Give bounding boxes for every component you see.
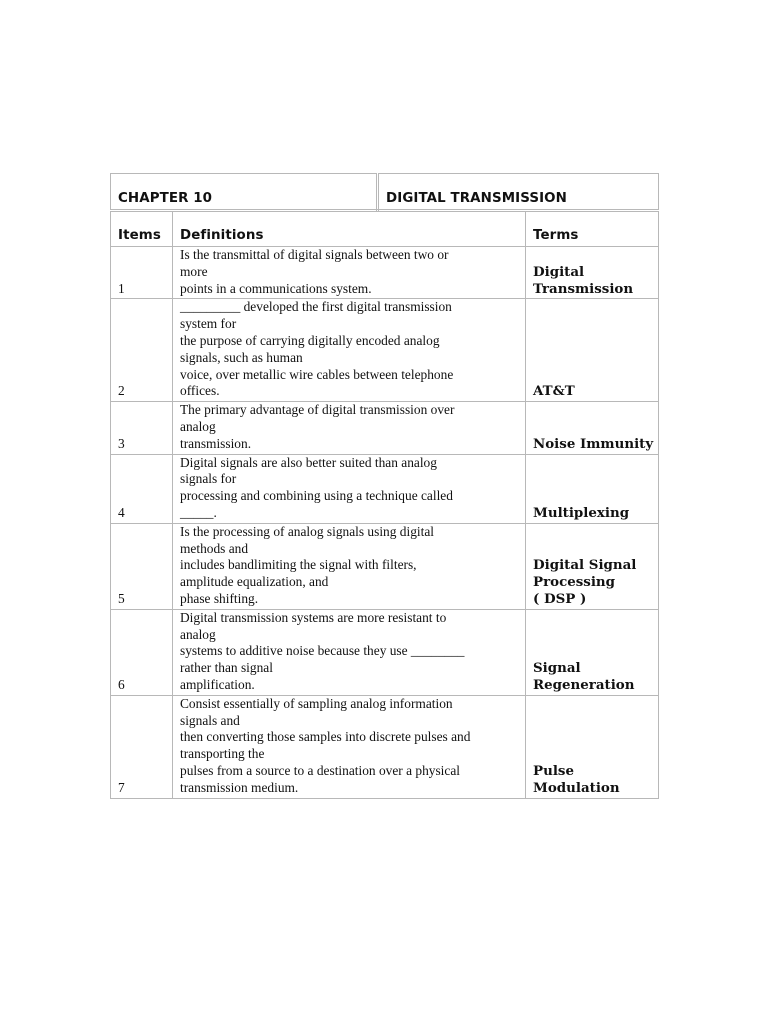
terms-column-header: Terms <box>526 211 659 247</box>
definition-cell <box>173 247 526 299</box>
table-row <box>111 695 659 798</box>
term-line: Digital <box>533 263 585 280</box>
definition-line: processing and combining using a technique called <box>180 488 453 504</box>
definition-line: points in a communications system. <box>180 280 372 296</box>
definition-line: amplification. <box>180 676 255 692</box>
chapter-title: DIGITAL TRANSMISSION <box>378 174 659 211</box>
definition-line: Digital transmission systems are more resistant to <box>180 609 447 625</box>
definition-line: Consist essentially of sampling analog information <box>180 695 453 711</box>
term-cell <box>526 402 659 454</box>
definition-cell <box>173 609 526 695</box>
item-number: 6 <box>111 609 173 695</box>
definition-line: phase shifting. <box>180 590 259 606</box>
term-line: Noise Immunity <box>533 435 654 452</box>
term-line: AT&T <box>533 383 575 400</box>
table-row <box>111 609 659 695</box>
definition-cell <box>173 454 526 523</box>
definition-line: _____. <box>180 504 217 520</box>
definitions-column-header: Definitions <box>173 211 526 247</box>
definition-line: transporting the <box>180 746 265 762</box>
definition-line: Is the transmittal of digital signals between two or <box>180 247 449 262</box>
term-line: Transmission <box>533 280 634 297</box>
table-row <box>111 247 659 299</box>
definition-cell <box>173 299 526 402</box>
definition-line: The primary advantage of digital transmission over <box>180 402 455 418</box>
definition-line: offices. <box>180 383 220 399</box>
definition-line: Is the processing of analog signals using digital <box>180 523 435 539</box>
definition-line: system for <box>180 316 237 332</box>
definition-line: includes bandlimiting the signal with filters, <box>180 557 417 573</box>
definition-line: signals, such as human <box>180 349 303 365</box>
table-row <box>111 402 659 454</box>
glossary-table <box>110 173 659 799</box>
table-row <box>111 454 659 523</box>
term-line: Digital Signal <box>533 557 637 574</box>
chapter-label: CHAPTER 10 <box>111 174 378 211</box>
definition-line: _________ developed the first digital transmission <box>180 299 452 315</box>
definition-line: signals and <box>180 712 240 728</box>
item-number: 5 <box>111 523 173 609</box>
term-line: Signal <box>533 660 581 677</box>
definition-line: then converting those samples into discrete pulses and <box>180 729 471 745</box>
definition-cell <box>173 523 526 609</box>
definition-line: pulses from a source to a destination over a physical <box>180 762 461 778</box>
definition-cell <box>173 695 526 798</box>
term-line: Modulation <box>533 779 620 796</box>
definition-line: transmission medium. <box>180 779 299 795</box>
definition-line: systems to additive noise because they use ________ <box>180 643 465 659</box>
term-cell <box>526 247 659 299</box>
term-cell <box>526 454 659 523</box>
term-line: Multiplexing <box>533 504 630 521</box>
definition-cell <box>173 402 526 454</box>
term-line: ( DSP ) <box>533 590 587 607</box>
term-line: Processing <box>533 574 616 591</box>
items-column-header: Items <box>111 211 173 247</box>
definition-line: rather than signal <box>180 660 273 676</box>
item-number: 2 <box>111 299 173 402</box>
term-line: Pulse <box>533 762 574 779</box>
definition-line: signals for <box>180 471 237 487</box>
definition-line: transmission. <box>180 435 252 451</box>
item-number: 1 <box>111 247 173 299</box>
definition-line: methods and <box>180 540 249 556</box>
glossary-rows <box>111 247 659 799</box>
item-number: 3 <box>111 402 173 454</box>
definition-line: analog <box>180 418 216 434</box>
term-cell <box>526 695 659 798</box>
term-cell <box>526 523 659 609</box>
definition-line: voice, over metallic wire cables between telephone <box>180 366 454 382</box>
item-number: 7 <box>111 695 173 798</box>
column-header-row <box>111 211 659 247</box>
definition-line: more <box>180 263 208 279</box>
definition-line: amplitude equalization, and <box>180 574 329 590</box>
item-number: 4 <box>111 454 173 523</box>
term-line: Regeneration <box>533 676 635 693</box>
term-cell <box>526 609 659 695</box>
term-cell <box>526 299 659 402</box>
definition-line: Digital signals are also better suited than analog <box>180 454 437 470</box>
chapter-header-row <box>111 174 659 211</box>
definition-line: the purpose of carrying digitally encoded analog <box>180 332 440 348</box>
definition-line: analog <box>180 626 216 642</box>
table-row <box>111 299 659 402</box>
table-row <box>111 523 659 609</box>
